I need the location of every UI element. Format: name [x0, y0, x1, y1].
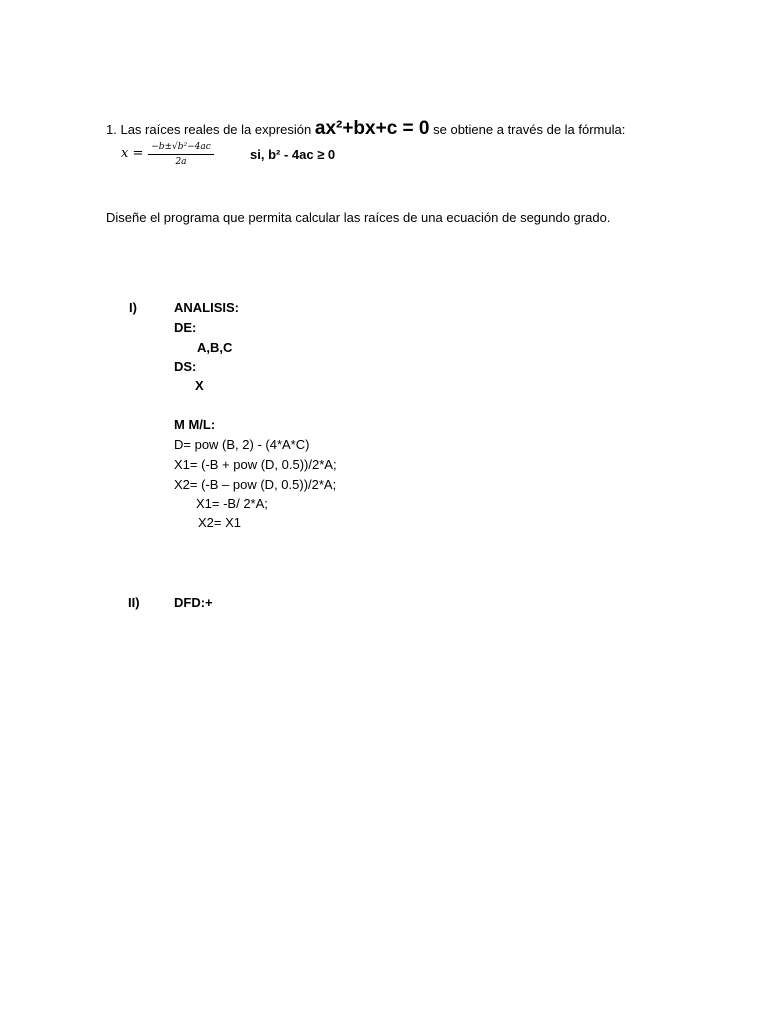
- formula-denominator: 2a: [175, 157, 187, 167]
- quadratic-formula-fraction: [148, 142, 214, 168]
- section-2-numeral: II): [128, 595, 140, 610]
- formula-lhs: x =: [121, 146, 144, 161]
- problem-number: 1.: [106, 122, 117, 137]
- formula-condition: si, b² - 4ac ≥ 0: [250, 147, 336, 162]
- formula-line-d: D= pow (B, 2) - (4*A*C): [174, 437, 310, 452]
- mml-label: M M/L:: [174, 417, 216, 432]
- de-value: A,B,C: [197, 340, 233, 355]
- ds-value: X: [195, 378, 204, 393]
- section-1-title: ANALISIS:: [174, 300, 239, 315]
- section-1-numeral: I): [129, 300, 137, 315]
- quadratic-expression: ax²+bx+c = 0: [314, 118, 430, 139]
- formula-numerator: −b±√b²−4ac: [151, 142, 211, 152]
- fraction-bar: [148, 154, 214, 155]
- formula-line-x2-alt: X2= X1: [198, 515, 242, 530]
- problem-intro: Las raíces reales de la expresión: [120, 122, 312, 137]
- formula-line-x1: X1= (-B + pow (D, 0.5))/2*A;: [174, 457, 337, 472]
- problem-statement-line: [106, 118, 625, 140]
- formula-line-x2: X2= (-B – pow (D, 0.5))/2*A;: [174, 477, 337, 492]
- problem-tail: se obtiene a través de la fórmula:: [433, 122, 626, 137]
- formula-line-x1-alt: X1= -B/ 2*A;: [196, 496, 268, 511]
- de-label: DE:: [174, 320, 197, 335]
- task-statement: Diseñe el programa que permita calcular las raíces de una ecuación de segundo grado.: [106, 210, 611, 225]
- section-2-title: DFD:+: [174, 595, 213, 610]
- ds-label: DS:: [174, 359, 197, 374]
